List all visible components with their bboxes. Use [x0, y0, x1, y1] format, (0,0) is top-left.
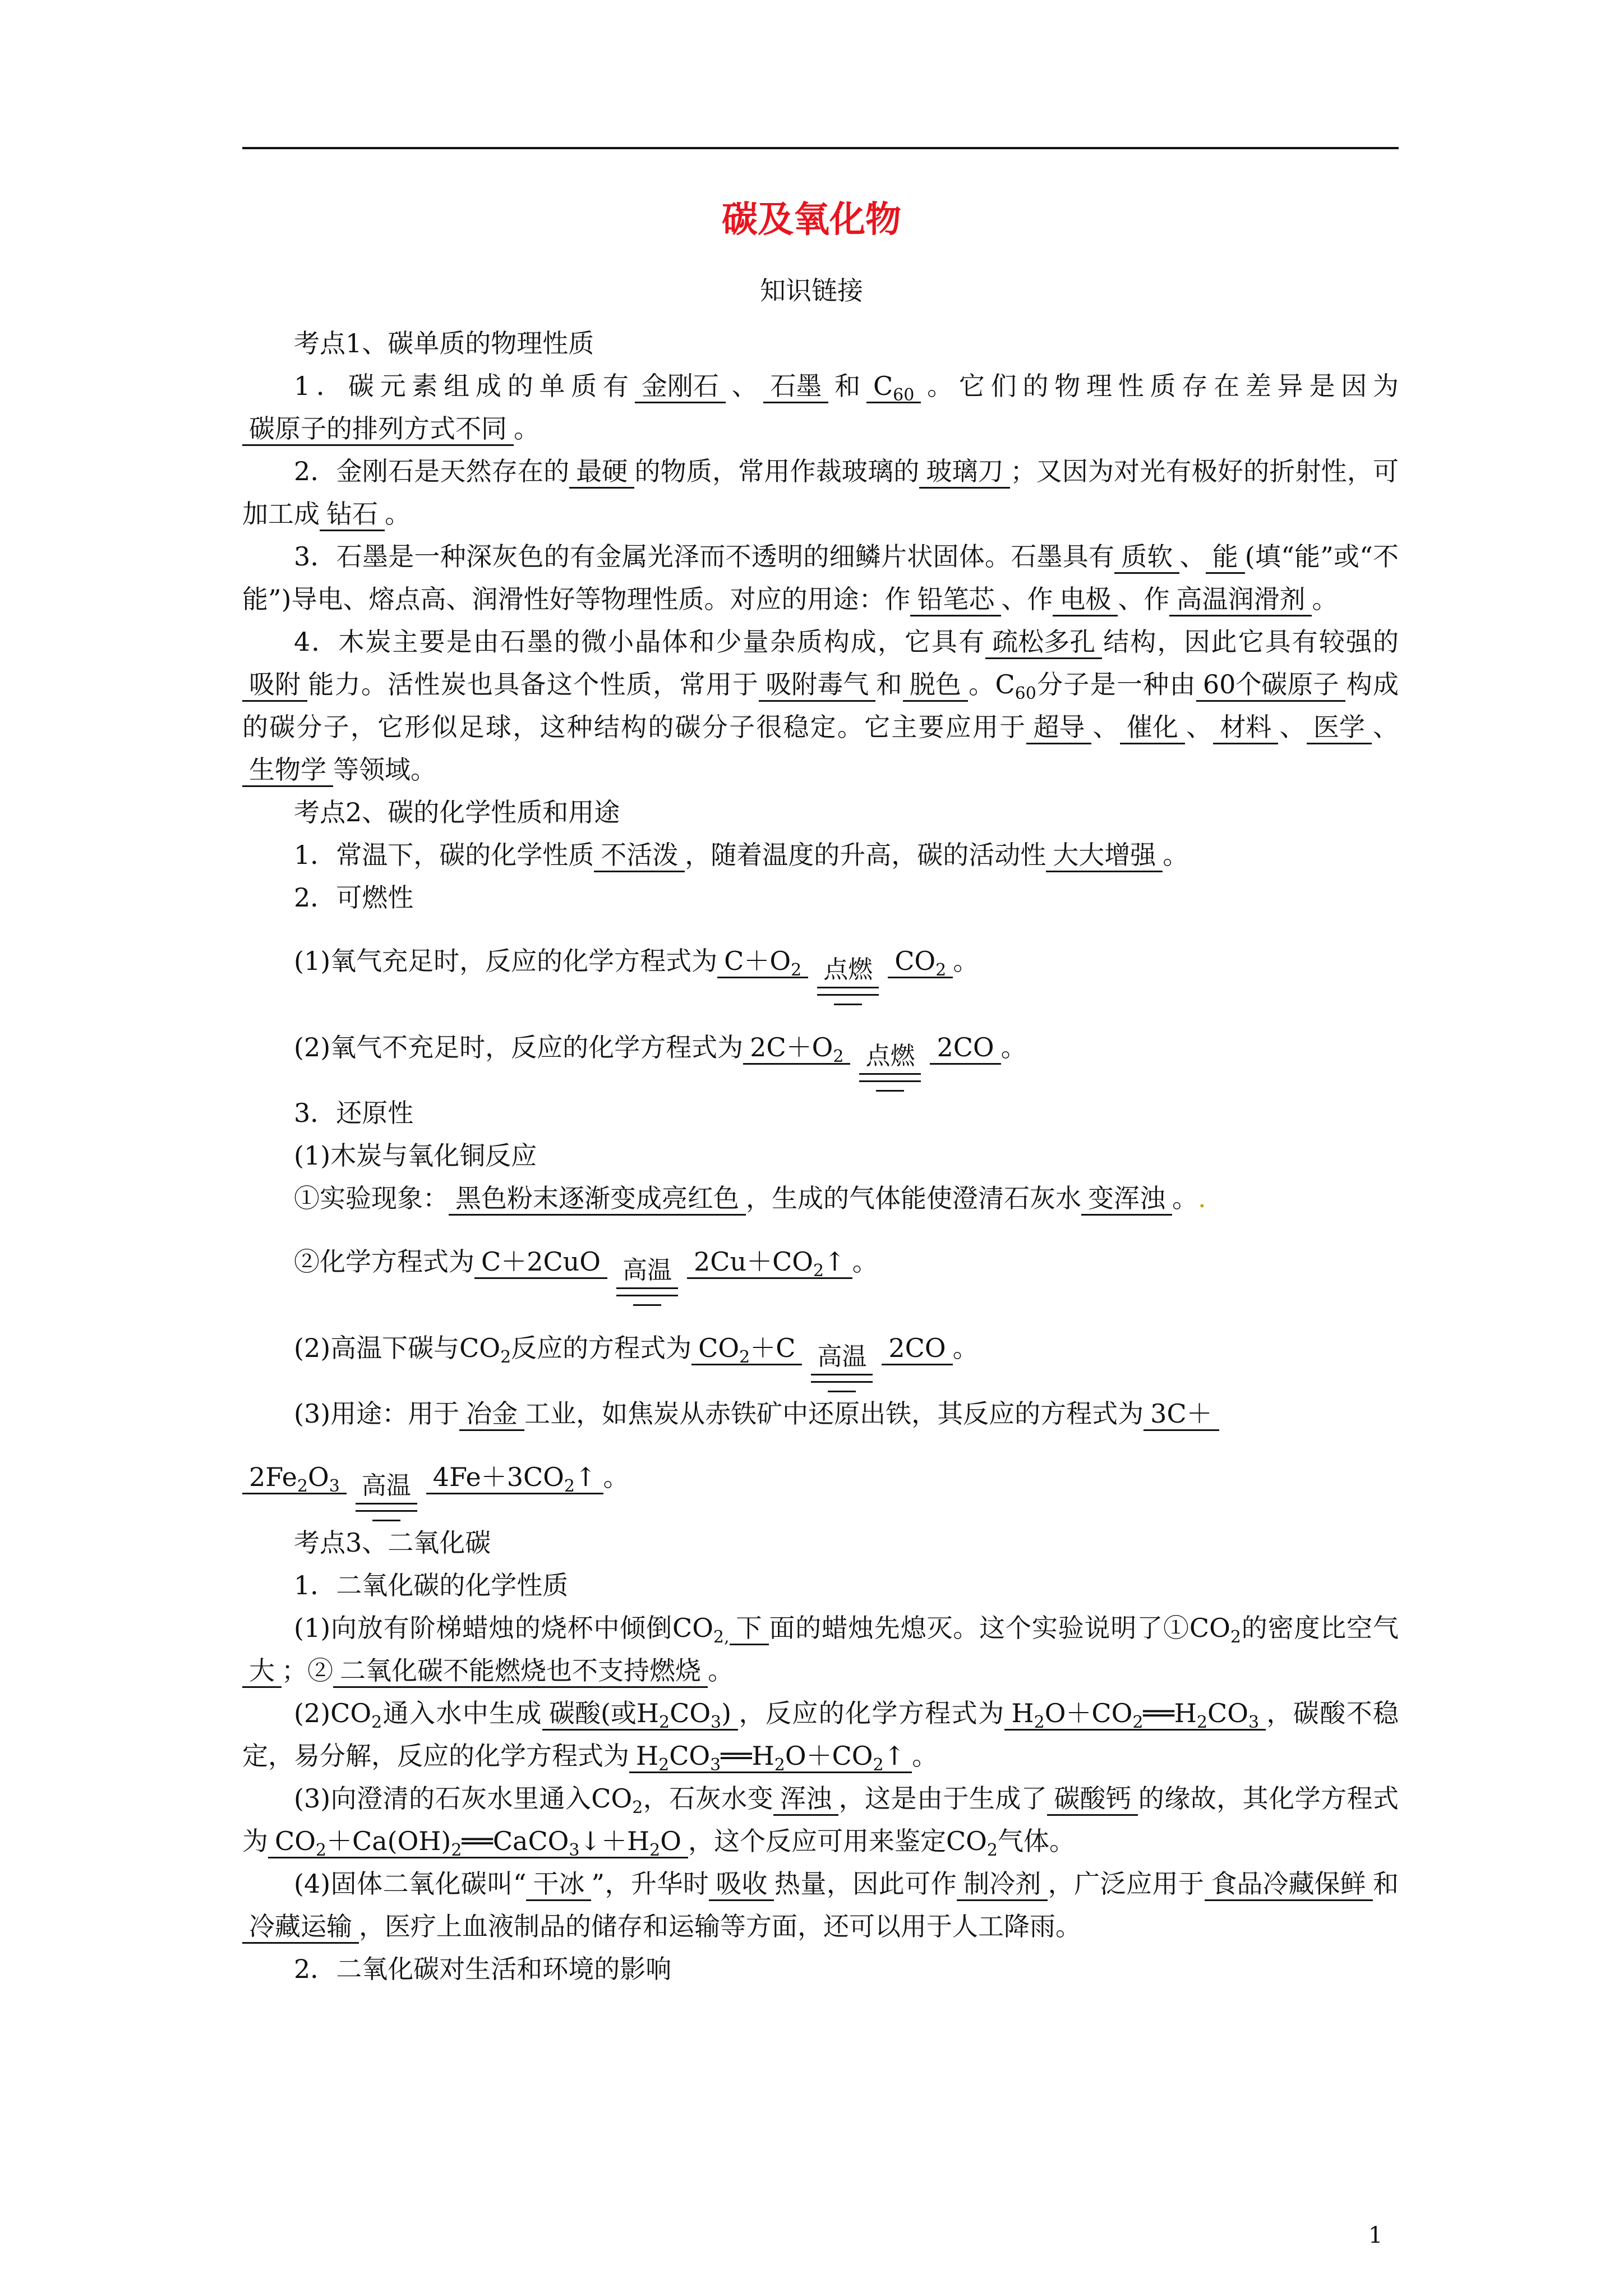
- answer-blank: 钻石: [320, 498, 385, 531]
- answer-blank: 医学: [1307, 711, 1372, 744]
- answer-blank: 脱色: [903, 669, 968, 702]
- answer-blank: $CO_2+C$: [691, 1332, 802, 1365]
- k2-paragraph-2: 2．可燃性: [294, 882, 414, 913]
- k1-paragraph-1: 1．碳元素组成的单质有 金刚石 、 石墨 和 $C_{60}$ 。它们的物理性质存在差异是因为碳原子的排列方式不同 。: [242, 365, 1399, 450]
- answer-blank: 金刚石: [635, 370, 726, 403]
- k2-paragraph-3b: ①实验现象： 黑色粉末逐渐变成亮红色 ，生成的气体能使澄清石灰水 变浑浊 。.: [242, 1177, 1399, 1220]
- answer-blank: 碳酸(或$H_2CO_3$): [542, 1697, 738, 1731]
- k1-paragraph-4: 4．木炭主要是由石墨的微小晶体和少量杂质构成，它具有 疏松多孔 结构，因此它具有较强的吸附 能力。活性炭也具备这个性质，常用于 吸附毒气 和 脱色 。$C_{60}$分子是一种由 60个碳原子 构成的碳分子，它形似足球，这种结构的碳分子很稳定。它主要应用于 超导 、 催化 、 材料 、 医学 、生物学 等领域。: [242, 620, 1399, 791]
- answer-blank: 超导: [1026, 711, 1091, 744]
- answer-blank: 吸附毒气: [759, 669, 875, 702]
- reaction-condition: 点燃: [817, 955, 879, 1005]
- answer-blank: 能: [1206, 541, 1245, 574]
- answer-blank: 冶金: [459, 1398, 524, 1431]
- answer-blank: $CO_2+Ca(OH)_2══CaCO_3↓+H_2O$: [268, 1825, 688, 1858]
- answer-blank: 石墨: [763, 370, 828, 403]
- answer-blank: 吸附: [242, 669, 307, 702]
- k2-equation-2: (2)氧气不充足时，反应的化学方程式为 $2C+O_2$ 点燃 2CO 。: [242, 1005, 1399, 1092]
- answer-blank: 60个碳原子: [1196, 669, 1346, 702]
- answer-blank: 材料: [1213, 711, 1278, 744]
- answer-blank: 变浑浊: [1081, 1182, 1172, 1216]
- k1-paragraph-3: 3．石墨是一种深灰色的有金属光泽而不透明的细鳞片状固体。石墨具有 质软 、 能 (填“能”或“不能”)导电、熔点高、润滑性好等物理性质。对应的用途：作 铅笔芯 、作 电极 、作 高温润滑剂 。: [242, 535, 1399, 620]
- answer-blank: 3C＋: [1144, 1398, 1219, 1431]
- reaction-condition: 高温: [616, 1256, 678, 1306]
- answer-blank: 碳原子的排列方式不同: [242, 413, 514, 446]
- answer-blank: 生物学: [242, 754, 333, 787]
- k3-paragraph-1b: $(2)CO_2$通入水中生成 碳酸(或$H_2CO_3$) ，反应的化学方程式为 $H_2O+CO_2══H_2CO_3$ ，碳酸不稳定，易分解，反应的化学方程式为 $H_2CO_3══H_2O+CO_2↑$ 。: [242, 1698, 1399, 1775]
- answer-blank: 干冰: [526, 1868, 591, 1901]
- answer-blank: 浑浊: [773, 1783, 838, 1816]
- section-3-heading: 考点3、二氧化碳: [294, 1527, 491, 1558]
- answer-blank: $H_2CO_3══H_2O+CO_2↑$: [629, 1740, 912, 1773]
- answer-blank: $C+O_2$: [717, 945, 808, 978]
- answer-blank: 吸收: [709, 1868, 774, 1901]
- k3-paragraph-2: 2．二氧化碳对生活和环境的影响: [294, 1954, 672, 1984]
- k2-equation-3: ②化学方程式为 C＋2CuO 高温 $2Cu+CO_2↑$ 。: [242, 1220, 1399, 1306]
- answer-blank: $2C+O_2$: [743, 1032, 850, 1065]
- document-body: [242, 322, 1399, 1990]
- answer-blank: 不活泼: [594, 839, 685, 872]
- k1-paragraph-2: 2．金刚石是天然存在的 最硬 的物质，常用作裁玻璃的 玻璃刀 ；又因为对光有极好的折射性，可加工成 钻石 。: [242, 450, 1399, 535]
- answer-blank: $2Fe_2O_3$: [242, 1461, 347, 1494]
- k2-equation-1: (1)氧气充足时，反应的化学方程式为 $C+O_2$ 点燃 $CO_2$ 。: [242, 919, 1399, 1005]
- section-2-heading: 考点2、碳的化学性质和用途: [294, 797, 620, 827]
- answer-blank: 质软: [1114, 541, 1179, 574]
- answer-blank: 下: [730, 1612, 769, 1645]
- k2-equation-4: (2)高温下碳与$CO_2$反应的方程式为 $CO_2+C$ 高温 2CO 。: [242, 1306, 1399, 1392]
- answer-blank: 冷藏运输: [242, 1911, 359, 1944]
- answer-blank: 催化: [1120, 711, 1185, 744]
- k2-paragraph-3: 3．还原性: [294, 1098, 414, 1128]
- answer-blank: 二氧化碳不能燃烧也不支持燃烧: [333, 1655, 708, 1688]
- stray-mark: .: [1198, 1183, 1206, 1213]
- answer-blank: 高温润滑剂: [1169, 583, 1312, 616]
- section-1-heading: 考点1、碳单质的物理性质: [294, 328, 594, 358]
- k3-paragraph-1: 1．二氧化碳的化学性质: [294, 1570, 569, 1600]
- answer-blank: $CO_2$: [888, 945, 953, 978]
- k3-paragraph-1d: (4)固体二氧化碳叫“ 干冰 ”，升华时 吸收 热量，因此可作 制冷剂 ，广泛应用于 食品冷藏保鲜 和冷藏运输 ，医疗上血液制品的储存和运输等方面，还可以用于人工降雨。: [242, 1862, 1399, 1948]
- answer-blank: C＋2CuO: [474, 1246, 607, 1279]
- answer-blank: 黑色粉末逐渐变成亮红色: [449, 1182, 746, 1216]
- answer-blank: $4Fe+3CO_2↑$: [426, 1461, 603, 1494]
- page-title: 碳及氧化物: [722, 199, 901, 241]
- answer-blank: 玻璃刀: [919, 455, 1010, 489]
- answer-blank: $H_2O+CO_2══H_2CO_3$: [1004, 1697, 1266, 1731]
- answer-blank: 2CO: [930, 1032, 1000, 1065]
- answer-blank: 碳酸钙: [1047, 1783, 1138, 1816]
- k2-paragraph-3e: (3)用途：用于 冶金 工业，如焦炭从赤铁矿中还原出铁，其反应的方程式为 3C＋: [242, 1392, 1399, 1435]
- k2-paragraph-1: 1．常温下，碳的化学性质 不活泼 ，随着温度的升高，碳的活动性 大大增强 。: [242, 834, 1399, 876]
- answer-blank: 制冷剂: [957, 1868, 1048, 1901]
- answer-blank: 最硬: [569, 455, 634, 489]
- answer-blank: 电极: [1053, 583, 1118, 616]
- k2-paragraph-3a: (1)木炭与氧化铜反应: [294, 1140, 537, 1171]
- answer-blank: 疏松多孔: [985, 626, 1102, 659]
- answer-blank: 大: [242, 1655, 282, 1688]
- k3-paragraph-1c: (3)向澄清的石灰水里通入$CO_2$，石灰水变 浑浊 ，这是由于生成了 碳酸钙 的缘故，其化学方程式为 $CO_2+Ca(OH)_2══CaCO_3↓+H_2O$ ，这个反应可用来鉴定$CO_2$气体。: [242, 1783, 1399, 1861]
- reaction-condition: 点燃: [859, 1042, 921, 1092]
- page-subtitle: 知识链接: [760, 275, 863, 306]
- header-rule: [242, 147, 1399, 149]
- k2-equation-5: $2Fe_2O_3$ 高温 $4Fe+3CO_2↑$ 。: [242, 1435, 1399, 1521]
- answer-blank: 大大增强: [1046, 839, 1163, 872]
- reaction-condition: 高温: [356, 1471, 417, 1521]
- answer-blank: 铅笔芯: [910, 583, 1001, 616]
- answer-blank: $C_{60}$: [866, 370, 921, 403]
- answer-blank: $2Cu+CO_2↑$: [687, 1246, 852, 1279]
- page-number: 1: [1368, 2223, 1383, 2248]
- answer-blank: 2CO: [882, 1332, 952, 1365]
- reaction-condition: 高温: [811, 1342, 873, 1392]
- k3-paragraph-1a: (1)向放有阶梯蜡烛的烧杯中倾倒$CO_{2,}$ 下 面的蜡烛先熄灭。这个实验说明了$①CO_2$的密度比空气大 ；② 二氧化碳不能燃烧也不支持燃烧 。: [242, 1607, 1399, 1692]
- answer-blank: 食品冷藏保鲜: [1205, 1868, 1373, 1901]
